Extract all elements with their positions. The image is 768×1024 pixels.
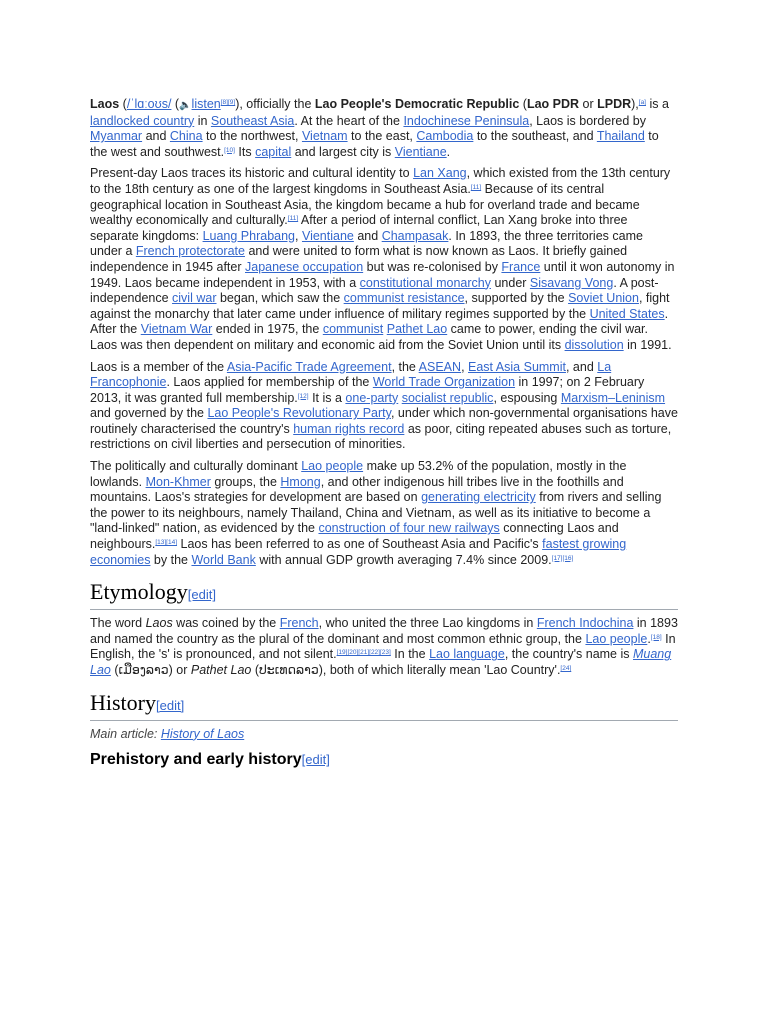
text: , under which non-governmental organisations have routinely characterised the country's: [90, 406, 678, 436]
text: Its: [234, 144, 256, 159]
text: connecting Laos and neighbours.: [90, 521, 619, 552]
link-world-bank[interactable]: World Bank: [191, 552, 256, 567]
heading-history: [90, 690, 678, 721]
link-hmong[interactable]: Hmong: [280, 474, 321, 489]
link-one-party[interactable]: one-party: [345, 390, 399, 405]
link-human-rights-record[interactable]: human rights record: [293, 421, 405, 436]
citation-link[interactable]: [11]: [287, 215, 299, 223]
citation-link[interactable]: [8][9]: [220, 99, 236, 106]
link-vietnam-war[interactable]: Vietnam War: [140, 322, 213, 337]
text: . After the: [90, 306, 669, 337]
text: under: [490, 275, 530, 290]
text: make up 53.2% of the population, mostly in the lowlands.: [90, 459, 627, 489]
text: and were united to form what is now known as Laos. It briefly gained independence in 1945 after: [90, 244, 628, 274]
text: Laos has been referred to as one of Southeast Asia and Pacific's: [177, 537, 543, 552]
heading-etymology: [90, 579, 678, 610]
text: , Laos is bordered by: [529, 113, 646, 128]
link-french-indochina[interactable]: French Indochina: [536, 616, 634, 631]
link-sisavang-vong[interactable]: Sisavang Vong: [529, 275, 614, 290]
etymology-paragraph: [90, 616, 678, 678]
link-myanmar[interactable]: Myanmar: [90, 129, 143, 144]
text: , the country's name is: [504, 647, 633, 662]
link-champasak[interactable]: Champasak: [381, 228, 449, 243]
link-indochinese-peninsula[interactable]: Indochinese Peninsula: [403, 113, 530, 128]
citation-link[interactable]: [10]: [224, 146, 235, 154]
link-capital[interactable]: capital: [255, 144, 292, 159]
text: or: [579, 97, 598, 111]
listen-link[interactable]: listen: [191, 97, 221, 111]
text: (ປະເທດລາວ), both of which literally mean 'Lao Country'.: [251, 663, 561, 677]
link-thailand[interactable]: Thailand: [596, 129, 645, 144]
text: ended in 1975, the: [212, 322, 323, 337]
text: , which existed from the 13th century to the 18th century as one of the largest kingdoms in Southeast Asia.: [90, 166, 671, 196]
citation-link[interactable]: [12]: [297, 392, 309, 400]
link-east-asia-summit[interactable]: East Asia Summit: [468, 359, 566, 374]
link-generating-electricity[interactable]: generating electricity: [421, 490, 536, 505]
link-soviet-union[interactable]: Soviet Union: [568, 291, 639, 306]
citation-link[interactable]: [11]: [470, 183, 482, 191]
text: ), officially the: [235, 97, 315, 111]
italic-term: Laos: [145, 616, 173, 631]
heading-text: Prehistory and early history: [90, 751, 302, 769]
link-pathet-lao[interactable]: Pathet Lao: [386, 322, 448, 337]
text: as poor, citing repeated abuses such as torture, restrictions on civil liberties and persecution of minorities.: [90, 421, 672, 452]
text: , supported by the: [464, 291, 569, 306]
intro-paragraph-4: [90, 459, 678, 568]
text: . A post-independence: [90, 275, 659, 306]
link-muang-lao[interactable]: Muang Lao: [90, 647, 672, 677]
link-lao-people[interactable]: Lao people: [301, 459, 364, 474]
abbreviation: Lao PDR: [526, 97, 580, 111]
text: until it won autonomy in 1949. Laos became independent in 1953, with a: [90, 259, 675, 290]
article-subject: Laos: [90, 97, 120, 111]
text: . In 1893, the three territories came under a: [90, 228, 643, 259]
intro-paragraph-2: [90, 166, 678, 353]
text: Laos is a member of the: [90, 359, 227, 374]
text: from rivers and selling the power to its neighbours, namely Thailand, China and Vietnam, as well as its initiative to become a "land-linked" nation, as evidenced by the: [90, 490, 662, 536]
link-la-francophonie[interactable]: La Francophonie: [90, 359, 612, 390]
text: to the southeast, and: [473, 129, 597, 144]
link-southeast-asia[interactable]: Southeast Asia: [210, 113, 295, 128]
hatnote-label: Main article:: [90, 726, 161, 741]
text: ),: [631, 97, 639, 111]
link-lan-xang[interactable]: Lan Xang: [413, 166, 467, 181]
text: to the east,: [347, 129, 417, 144]
text: , and other indigenous hill tribes live in the foothills and mountains. Laos's strategies for development are based on: [90, 474, 624, 505]
edit-section-link[interactable]: [edit]: [301, 752, 330, 768]
speaker-icon: 🔈: [179, 100, 192, 111]
text: It is a: [308, 390, 346, 405]
citation-link[interactable]: [17][16]: [551, 554, 574, 562]
text: The word: [90, 616, 146, 631]
text: began, which saw the: [216, 291, 344, 306]
edit-section-link[interactable]: [edit]: [187, 587, 216, 603]
text: . At the heart of the: [294, 113, 404, 128]
text: to the west and southwest.: [90, 129, 659, 159]
text: , and: [565, 359, 598, 374]
link-lao-language[interactable]: Lao language: [429, 647, 505, 662]
text: but was re-colonised by: [363, 259, 502, 274]
link-cambodia[interactable]: Cambodia: [416, 129, 474, 144]
text: Present-day Laos traces its historic and cultural identity to: [90, 166, 414, 181]
link-socialist-republic[interactable]: socialist republic: [401, 390, 494, 405]
text: In the: [390, 647, 430, 662]
link-civil-war[interactable]: civil war: [172, 291, 217, 306]
link-new-railways[interactable]: construction of four new railways: [318, 521, 500, 536]
link-apta[interactable]: Asia-Pacific Trade Agreement: [226, 359, 392, 374]
link-french[interactable]: French: [279, 616, 319, 631]
citation-link[interactable]: [19][20][21][22][23]: [336, 649, 391, 657]
main-article-hatnote: [90, 727, 678, 743]
edit-section-link[interactable]: [edit]: [156, 697, 185, 713]
text: and: [142, 129, 170, 144]
link-vietnam[interactable]: Vietnam: [301, 129, 348, 144]
link-mon-khmer[interactable]: Mon-Khmer: [145, 474, 211, 489]
text: (: [519, 97, 527, 111]
text: ,: [295, 228, 302, 243]
text: in: [194, 113, 211, 128]
text: , fight against the monarchy that later came under influence of military regimes supported by the: [90, 291, 670, 321]
link-lao-people[interactable]: Lao people: [585, 631, 648, 646]
text: by the: [150, 552, 192, 567]
text: in 1893 and named the country as the plural of the dominant and most common ethnic group, the: [90, 616, 678, 646]
citation-link[interactable]: [24]: [560, 665, 572, 672]
heading-prehistory: [90, 750, 678, 770]
text: and largest city is: [291, 144, 395, 159]
text: and governed by the: [90, 406, 208, 421]
text: and: [353, 228, 382, 243]
text: to the northwest,: [202, 129, 302, 144]
link-communist[interactable]: communist: [322, 322, 384, 337]
text: . Laos applied for membership of the: [166, 375, 373, 390]
text: was coined by the: [172, 616, 280, 631]
link-united-states[interactable]: United States: [589, 306, 665, 321]
link-history-of-laos[interactable]: History of Laos: [160, 726, 245, 741]
article-body: [90, 97, 678, 770]
link-dissolution[interactable]: dissolution: [564, 337, 624, 352]
text: The politically and culturally dominant: [90, 459, 302, 474]
link-french-protectorate[interactable]: French protectorate: [135, 244, 245, 259]
link-vientiane-kingdom[interactable]: Vientiane: [301, 228, 354, 243]
link-landlocked-country[interactable]: landlocked country: [90, 113, 195, 128]
text: came to power, ending the civil war. Laos was then dependent on military and economic aid from the Soviet Union until its: [90, 322, 649, 352]
text: in 1997; on 2 February 2013, it was granted full membership.: [90, 375, 645, 405]
link-asean[interactable]: ASEAN: [418, 359, 462, 374]
citation-link[interactable]: [18]: [650, 633, 662, 641]
text: groups, the: [210, 474, 281, 489]
intro-paragraph-1: Laos (/ˈlɑːoʊs/ (🔈listen[8][9]), officially the Lao People's Democratic Republic (Lao PDR or LPDR),[a] is a landlocked country in Southeast Asia. At the heart of the Indochinese Peninsula, Laos is bordered by Myanmar and China to the northwest, Vietnam to the east, Cambodia to the southeast, and Thailand to the west and southwest.[10] Its capital and largest city is Vientiane.: [90, 97, 669, 159]
text: , who united the three Lao kingdoms in: [318, 616, 537, 631]
text: with annual GDP growth averaging 7.4% since 2009.: [255, 552, 552, 567]
link-fastest-growing-economies[interactable]: fastest growing economies: [90, 537, 627, 567]
note-link[interactable]: [a]: [638, 99, 646, 106]
text: In English, the 's' is pronounced, and not silent.: [90, 631, 676, 662]
citation-link[interactable]: [13][14]: [155, 539, 178, 547]
text: (ເມືອງລາວ) or: [110, 663, 191, 677]
link-france[interactable]: France: [501, 259, 541, 274]
text: .: [446, 144, 451, 159]
italic-term: Pathet Lao: [190, 663, 252, 677]
heading-text: History: [90, 689, 156, 715]
text: in 1991.: [623, 337, 672, 352]
text: Because of its central geographical location in Southeast Asia, the kingdom became a hub for overland trade and became wealthy economically and culturally.: [90, 181, 640, 228]
link-japanese-occupation[interactable]: Japanese occupation: [245, 259, 364, 274]
heading-text: Etymology: [90, 579, 188, 605]
text: is a: [646, 97, 669, 111]
link-luang-phrabang[interactable]: Luang Phrabang: [202, 228, 296, 243]
link-china[interactable]: China: [169, 129, 203, 144]
intro-paragraph-3: [90, 360, 678, 454]
link-vientiane[interactable]: Vientiane: [394, 144, 447, 159]
text: ,: [461, 359, 469, 374]
abbreviation: LPDR: [597, 97, 632, 111]
text: , the: [391, 359, 419, 374]
link-marxism-leninism[interactable]: Marxism–Leninism: [560, 390, 666, 405]
text: After a period of internal conflict, Lan Xang broke into three separate kingdoms:: [90, 213, 628, 243]
text: .: [647, 631, 651, 646]
link-lprp[interactable]: Lao People's Revolutionary Party: [207, 406, 391, 421]
link-constitutional-monarchy[interactable]: constitutional monarchy: [359, 275, 491, 290]
link-communist-resistance[interactable]: communist resistance: [343, 291, 465, 306]
link-wto[interactable]: World Trade Organization: [372, 375, 516, 390]
text: , espousing: [493, 390, 561, 405]
ipa-pronunciation-link[interactable]: /ˈlɑːoʊs/: [126, 97, 172, 111]
official-name: Lao People's Democratic Republic: [314, 97, 520, 111]
